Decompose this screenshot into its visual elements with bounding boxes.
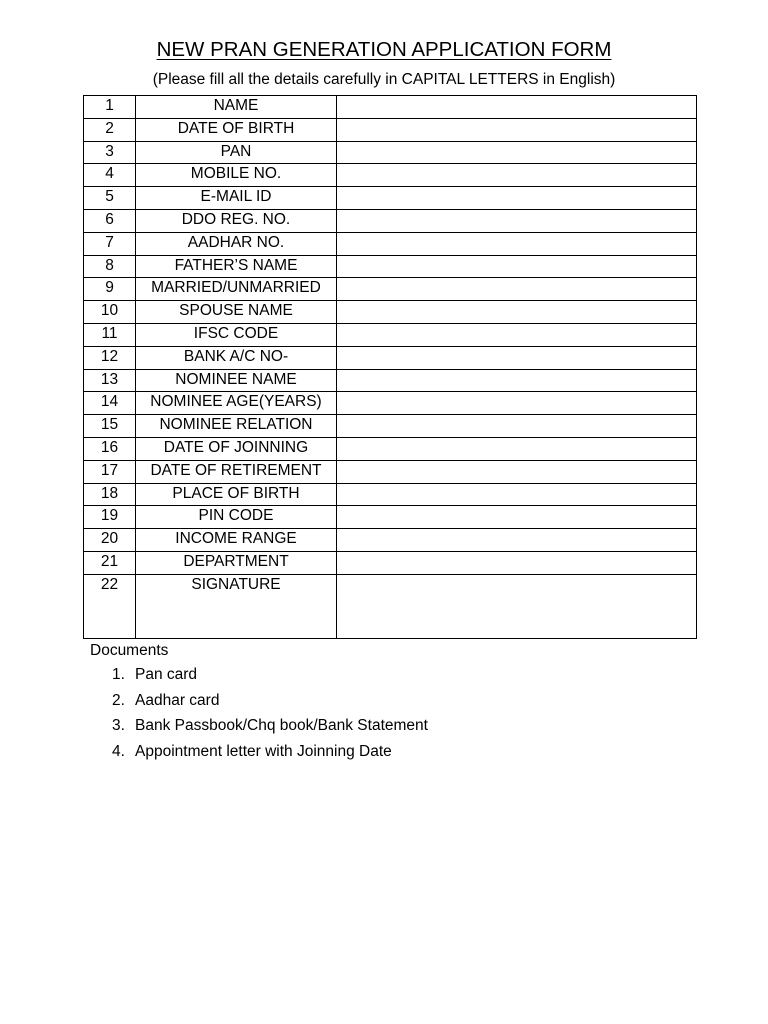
form-row xyxy=(84,346,697,369)
row-number: 5 xyxy=(84,187,136,210)
field-value-cell[interactable] xyxy=(337,255,697,278)
field-label: DATE OF RETIREMENT xyxy=(136,460,337,483)
form-row xyxy=(84,96,697,119)
document-item xyxy=(90,665,690,691)
field-label: NOMINEE AGE(YEARS) xyxy=(136,392,337,415)
form-row xyxy=(84,232,697,255)
field-value-cell[interactable] xyxy=(337,483,697,506)
field-value-cell[interactable] xyxy=(337,551,697,574)
field-label: DATE OF BIRTH xyxy=(136,118,337,141)
row-number: 12 xyxy=(84,346,136,369)
field-value-cell[interactable] xyxy=(337,460,697,483)
field-label: E-MAIL ID xyxy=(136,187,337,210)
form-row xyxy=(84,415,697,438)
form-row xyxy=(84,483,697,506)
form-row xyxy=(84,209,697,232)
field-label: MARRIED/UNMARRIED xyxy=(136,278,337,301)
field-value-cell[interactable] xyxy=(337,346,697,369)
field-value-cell[interactable] xyxy=(337,506,697,529)
form-row xyxy=(84,574,697,638)
document-item-number: 4. xyxy=(112,742,125,760)
row-number: 8 xyxy=(84,255,136,278)
row-number: 16 xyxy=(84,437,136,460)
form-row xyxy=(84,255,697,278)
field-value-cell[interactable] xyxy=(337,369,697,392)
document-item-number: 1. xyxy=(112,666,125,683)
row-number: 19 xyxy=(84,506,136,529)
field-label: DEPARTMENT xyxy=(136,551,337,574)
application-form-table xyxy=(83,95,697,639)
documents-section xyxy=(90,641,690,767)
form-instructions: (Please fill all the details carefully in CAPITAL LETTERS in English) xyxy=(152,71,616,88)
document-item-text: Bank Passbook/Chq book/Bank Statement xyxy=(135,717,428,734)
form-row xyxy=(84,323,697,346)
form-title: NEW PRAN GENERATION APPLICATION FORM xyxy=(156,38,612,61)
field-label: NOMINEE NAME xyxy=(136,369,337,392)
field-label: SPOUSE NAME xyxy=(136,301,337,324)
row-number: 15 xyxy=(84,415,136,438)
document-item-text: Aadhar card xyxy=(135,691,220,709)
form-row xyxy=(84,369,697,392)
row-number: 14 xyxy=(84,392,136,415)
document-item-text: Appointment letter with Joinning Date xyxy=(135,742,392,760)
field-label: PIN CODE xyxy=(136,506,337,529)
field-value-cell[interactable] xyxy=(337,278,697,301)
signature-field[interactable] xyxy=(337,574,697,638)
row-number: 11 xyxy=(84,323,136,346)
form-row xyxy=(84,141,697,164)
row-number: 22 xyxy=(84,574,136,638)
document-item-text: Pan card xyxy=(135,666,198,683)
field-value-cell[interactable] xyxy=(337,437,697,460)
form-row xyxy=(84,118,697,141)
documents-list xyxy=(90,665,690,767)
field-value-cell[interactable] xyxy=(337,118,697,141)
field-value-cell[interactable] xyxy=(337,323,697,346)
field-label: FATHER’S NAME xyxy=(136,255,337,278)
field-value-cell[interactable] xyxy=(337,209,697,232)
field-label: DDO REG. NO. xyxy=(136,209,337,232)
field-value-cell[interactable] xyxy=(337,141,697,164)
form-row xyxy=(84,187,697,210)
row-number: 6 xyxy=(84,209,136,232)
document-item xyxy=(90,716,690,742)
row-number: 9 xyxy=(84,278,136,301)
row-number: 3 xyxy=(84,141,136,164)
form-row xyxy=(84,278,697,301)
row-number: 17 xyxy=(84,460,136,483)
field-value-cell[interactable] xyxy=(337,187,697,210)
form-row xyxy=(84,164,697,187)
row-number: 1 xyxy=(84,96,136,119)
field-value-cell[interactable] xyxy=(337,232,697,255)
field-label: MOBILE NO. xyxy=(136,164,337,187)
field-label: INCOME RANGE xyxy=(136,529,337,552)
row-number: 2 xyxy=(84,118,136,141)
row-number: 18 xyxy=(84,483,136,506)
form-row xyxy=(84,392,697,415)
field-label: PAN xyxy=(136,141,337,164)
form-row xyxy=(84,551,697,574)
field-label: NOMINEE RELATION xyxy=(136,415,337,438)
documents-heading: Documents xyxy=(90,642,169,659)
form-row xyxy=(84,460,697,483)
document-item-number: 2. xyxy=(112,691,125,709)
field-label: DATE OF JOINNING xyxy=(136,437,337,460)
row-number: 13 xyxy=(84,369,136,392)
row-number: 21 xyxy=(84,551,136,574)
field-label: IFSC CODE xyxy=(136,323,337,346)
document-item xyxy=(90,691,690,717)
row-number: 20 xyxy=(84,529,136,552)
row-number: 4 xyxy=(84,164,136,187)
document-item xyxy=(90,742,690,768)
field-label: SIGNATURE xyxy=(136,574,337,638)
form-row xyxy=(84,529,697,552)
field-value-cell[interactable] xyxy=(337,164,697,187)
row-number: 10 xyxy=(84,301,136,324)
field-value-cell[interactable] xyxy=(337,529,697,552)
form-row xyxy=(84,437,697,460)
field-label: AADHAR NO. xyxy=(136,232,337,255)
document-item-number: 3. xyxy=(112,717,125,734)
form-row xyxy=(84,506,697,529)
field-value-cell[interactable] xyxy=(337,415,697,438)
row-number: 7 xyxy=(84,232,136,255)
field-label: PLACE OF BIRTH xyxy=(136,483,337,506)
field-value-cell[interactable] xyxy=(337,301,697,324)
field-label: NAME xyxy=(136,96,337,119)
field-value-cell[interactable] xyxy=(337,96,697,119)
form-row xyxy=(84,301,697,324)
field-label: BANK A/C NO- xyxy=(136,346,337,369)
field-value-cell[interactable] xyxy=(337,392,697,415)
